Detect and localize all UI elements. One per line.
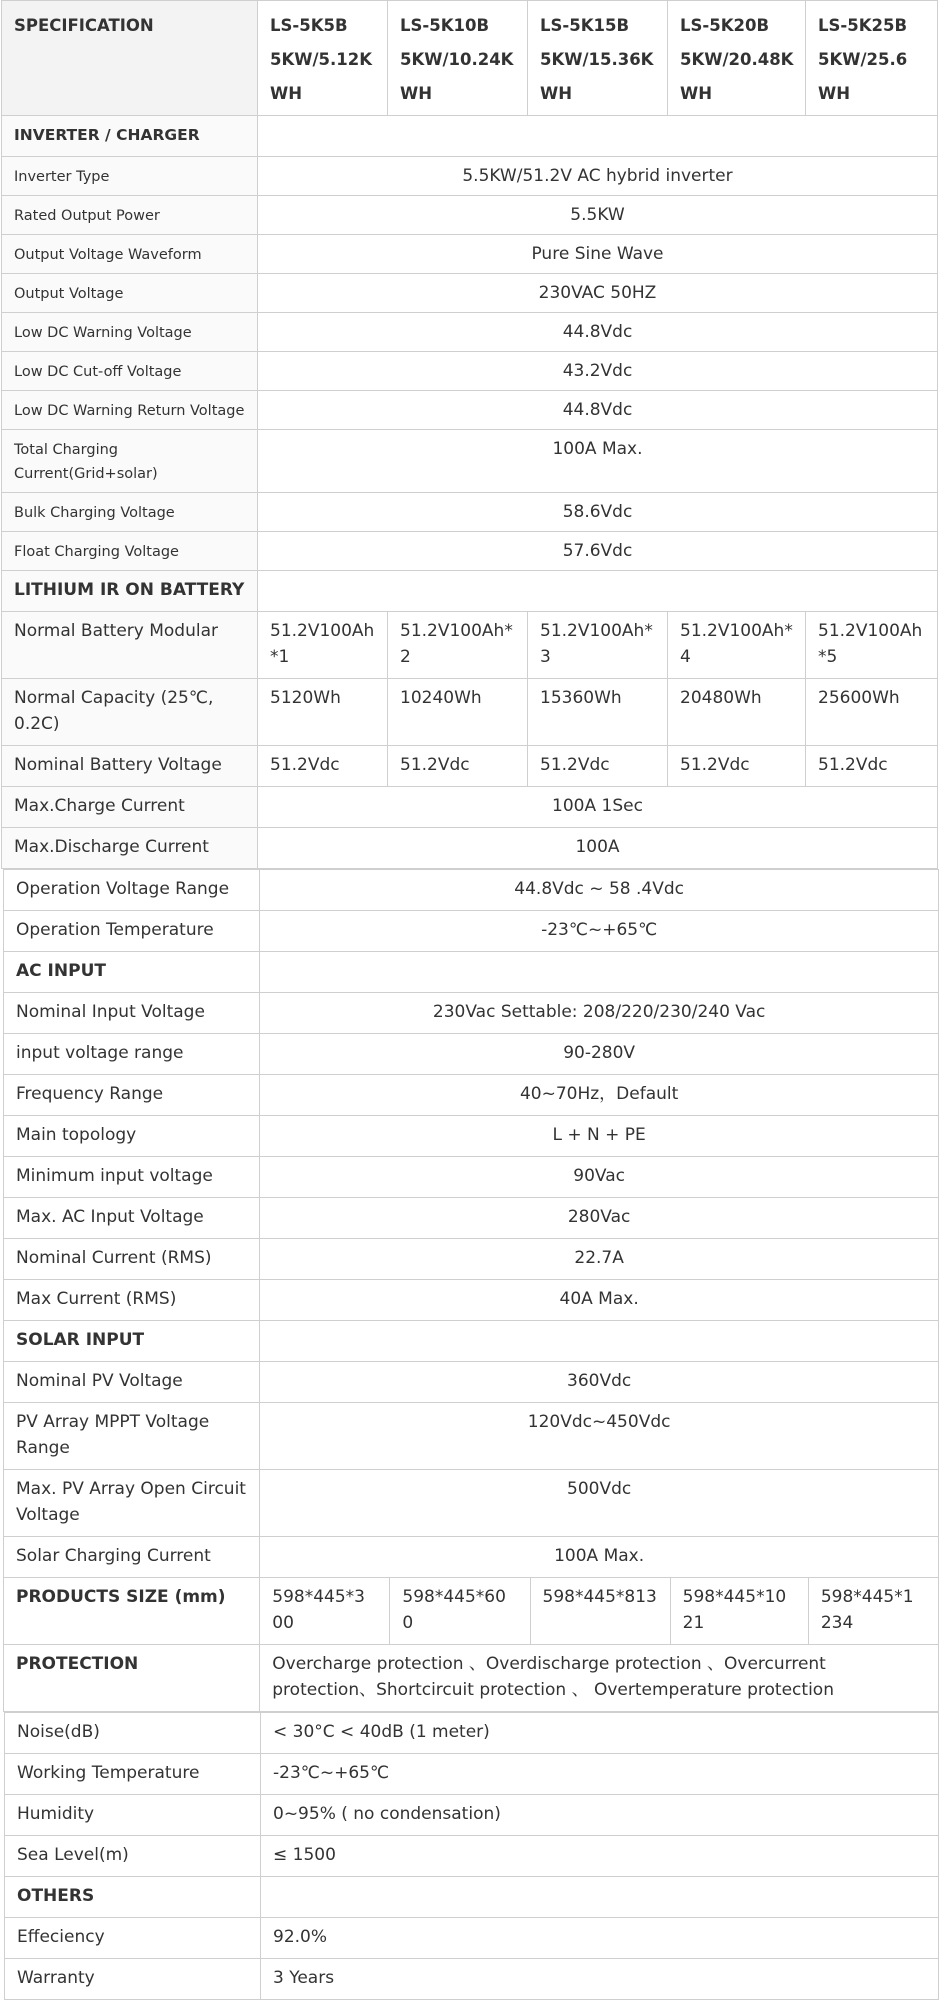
row-label: Operation Voltage Range	[4, 870, 260, 911]
cell-value: 51.2Vdc	[258, 746, 388, 787]
table-row	[4, 1537, 939, 1578]
table-row	[5, 1918, 939, 1959]
row-value: 58.6Vdc	[258, 493, 938, 532]
row-label: Working Temperature	[5, 1754, 261, 1795]
spec-table-input	[3, 869, 939, 1712]
row-value: 0~95% ( no condensation)	[261, 1795, 939, 1836]
row-value: 44.8Vdc ~ 58 .4Vdc	[260, 870, 939, 911]
row-label: Humidity	[5, 1795, 261, 1836]
row-value: 44.8Vdc	[258, 391, 938, 430]
table-row	[2, 391, 938, 430]
table-row	[4, 911, 939, 952]
row-value: 230Vac Settable: 208/220/230/240 Vac	[260, 993, 939, 1034]
row-label: Nominal Battery Voltage	[2, 746, 258, 787]
row-label: Float Charging Voltage	[2, 532, 258, 571]
cell-value: 598*445*1 234	[808, 1578, 938, 1645]
row-value: 57.6Vdc	[258, 532, 938, 571]
row-value: < 30°C < 40dB (1 meter)	[261, 1713, 939, 1754]
table-row	[2, 679, 938, 746]
row-label: Nominal Input Voltage	[4, 993, 260, 1034]
row-value: 44.8Vdc	[258, 313, 938, 352]
model-header-4: LS-5K20B 5KW/20.48K WH	[668, 1, 806, 116]
section-inverter	[2, 116, 938, 157]
row-label: Rated Output Power	[2, 196, 258, 235]
row-value: 43.2Vdc	[258, 352, 938, 391]
cell-value: 51.2Vdc	[806, 746, 938, 787]
row-label: Low DC Warning Return Voltage	[2, 391, 258, 430]
row-label: Normal Capacity (25℃, 0.2C)	[2, 679, 258, 746]
table-row	[5, 1959, 939, 2000]
row-value: 92.0%	[261, 1918, 939, 1959]
section-ac-input	[4, 952, 939, 993]
cell-value: 25600Wh	[806, 679, 938, 746]
cell-value: 51.2Vdc	[668, 746, 806, 787]
row-value: 5.5KW	[258, 196, 938, 235]
model-header-1: LS-5K5B 5KW/5.12K WH	[258, 1, 388, 116]
cell-value: 598*445*60 0	[390, 1578, 530, 1645]
table-row	[2, 532, 938, 571]
cell-value: 51.2V100Ah *5	[806, 612, 938, 679]
row-label: Max Current (RMS)	[4, 1280, 260, 1321]
row-value: 100A	[258, 828, 938, 869]
row-value: 90Vac	[260, 1157, 939, 1198]
row-label: Output Voltage Waveform	[2, 235, 258, 274]
row-label: Output Voltage	[2, 274, 258, 313]
cell-value: 5120Wh	[258, 679, 388, 746]
section-title-others: OTHERS	[5, 1877, 261, 1918]
row-value: 100A 1Sec	[258, 787, 938, 828]
row-value: 230VAC 50HZ	[258, 274, 938, 313]
model-header-3: LS-5K15B 5KW/15.36K WH	[528, 1, 668, 116]
row-value: 120Vdc~450Vdc	[260, 1403, 939, 1470]
row-label: Main topology	[4, 1116, 260, 1157]
row-value: 3 Years	[261, 1959, 939, 2000]
table-row	[2, 493, 938, 532]
row-value: 360Vdc	[260, 1362, 939, 1403]
spec-header: SPECIFICATION	[2, 1, 258, 116]
row-value: 280Vac	[260, 1198, 939, 1239]
row-value: 22.7A	[260, 1239, 939, 1280]
section-title-battery: LITHIUM IR ON BATTERY	[2, 571, 258, 612]
row-label: Minimum input voltage	[4, 1157, 260, 1198]
row-label: Noise(dB)	[5, 1713, 261, 1754]
table-row	[2, 235, 938, 274]
row-label: Warranty	[5, 1959, 261, 2000]
section-empty	[258, 116, 938, 157]
table-row	[4, 1403, 939, 1470]
header-row	[2, 1, 938, 116]
table-row	[4, 993, 939, 1034]
table-row	[5, 1754, 939, 1795]
cell-value: 15360Wh	[528, 679, 668, 746]
table-row	[2, 612, 938, 679]
table-row	[4, 1198, 939, 1239]
row-label: Inverter Type	[2, 157, 258, 196]
row-label: Max. AC Input Voltage	[4, 1198, 260, 1239]
table-row	[4, 1645, 939, 1712]
row-label: Nominal Current (RMS)	[4, 1239, 260, 1280]
spec-table-main	[1, 0, 938, 869]
table-row	[2, 828, 938, 869]
row-label: PV Array MPPT Voltage Range	[4, 1403, 260, 1470]
row-label: Max.Discharge Current	[2, 828, 258, 869]
row-value: 100A Max.	[260, 1537, 939, 1578]
row-value: ≤ 1500	[261, 1836, 939, 1877]
table-row	[2, 787, 938, 828]
table-row	[5, 1713, 939, 1754]
row-label: Operation Temperature	[4, 911, 260, 952]
row-label: Frequency Range	[4, 1075, 260, 1116]
table-row	[2, 430, 938, 493]
row-label: Bulk Charging Voltage	[2, 493, 258, 532]
table-row	[5, 1795, 939, 1836]
row-value: -23℃~+65℃	[260, 911, 939, 952]
row-label: PRODUCTS SIZE (mm)	[4, 1578, 260, 1645]
section-empty	[260, 1321, 939, 1362]
cell-value: 20480Wh	[668, 679, 806, 746]
table-row	[4, 1157, 939, 1198]
row-label: Low DC Warning Voltage	[2, 313, 258, 352]
section-others	[5, 1877, 939, 1918]
spec-table-general	[4, 1712, 939, 2000]
cell-value: 51.2V100Ah* 2	[388, 612, 528, 679]
cell-value: 51.2V100Ah* 4	[668, 612, 806, 679]
table-row	[2, 157, 938, 196]
cell-value: 598*445*10 21	[670, 1578, 808, 1645]
row-label: Nominal PV Voltage	[4, 1362, 260, 1403]
cell-value: 51.2V100Ah *1	[258, 612, 388, 679]
model-header-2: LS-5K10B 5KW/10.24K WH	[388, 1, 528, 116]
table-row	[2, 196, 938, 235]
cell-value: 598*445*3 00	[260, 1578, 390, 1645]
row-label: Solar Charging Current	[4, 1537, 260, 1578]
cell-value: 598*445*813	[530, 1578, 670, 1645]
row-label: Normal Battery Modular	[2, 612, 258, 679]
section-solar-input	[4, 1321, 939, 1362]
row-label: input voltage range	[4, 1034, 260, 1075]
row-value: 40A Max.	[260, 1280, 939, 1321]
row-value: 90-280V	[260, 1034, 939, 1075]
table-row	[2, 274, 938, 313]
row-label: Total Charging Current(Grid+solar)	[2, 430, 258, 493]
table-row	[4, 1239, 939, 1280]
section-title-ac-input: AC INPUT	[4, 952, 260, 993]
table-row	[4, 1280, 939, 1321]
cell-value: 51.2Vdc	[528, 746, 668, 787]
section-empty	[260, 952, 939, 993]
section-title-solar-input: SOLAR INPUT	[4, 1321, 260, 1362]
table-row	[4, 870, 939, 911]
row-value: Overcharge protection 、Overdischarge protection 、Overcurrent protection、Shortcircuit protection 、 Overtemperature protection	[260, 1645, 939, 1712]
table-row	[4, 1034, 939, 1075]
table-row	[4, 1578, 939, 1645]
section-battery	[2, 571, 938, 612]
row-value: 40~70Hz，Default	[260, 1075, 939, 1116]
row-label: Max. PV Array Open Circuit Voltage	[4, 1470, 260, 1537]
row-value: -23℃~+65℃	[261, 1754, 939, 1795]
model-header-5: LS-5K25B 5KW/25.6 WH	[806, 1, 938, 116]
row-label: PROTECTION	[4, 1645, 260, 1712]
table-row	[4, 1075, 939, 1116]
section-empty	[258, 571, 938, 612]
row-value: Pure Sine Wave	[258, 235, 938, 274]
row-label: Sea Level(m)	[5, 1836, 261, 1877]
row-value: 100A Max.	[258, 430, 938, 493]
row-value: 500Vdc	[260, 1470, 939, 1537]
table-row	[4, 1470, 939, 1537]
row-label: Low DC Cut-off Voltage	[2, 352, 258, 391]
section-title-inverter: INVERTER / CHARGER	[2, 116, 258, 157]
table-row	[4, 1362, 939, 1403]
row-value: 5.5KW/51.2V AC hybrid inverter	[258, 157, 938, 196]
row-value: L + N + PE	[260, 1116, 939, 1157]
cell-value: 51.2Vdc	[388, 746, 528, 787]
table-row	[5, 1836, 939, 1877]
table-row	[2, 352, 938, 391]
cell-value: 10240Wh	[388, 679, 528, 746]
table-row	[4, 1116, 939, 1157]
section-empty	[261, 1877, 939, 1918]
table-row	[2, 746, 938, 787]
table-row	[2, 313, 938, 352]
row-label: Effeciency	[5, 1918, 261, 1959]
cell-value: 51.2V100Ah* 3	[528, 612, 668, 679]
row-label: Max.Charge Current	[2, 787, 258, 828]
